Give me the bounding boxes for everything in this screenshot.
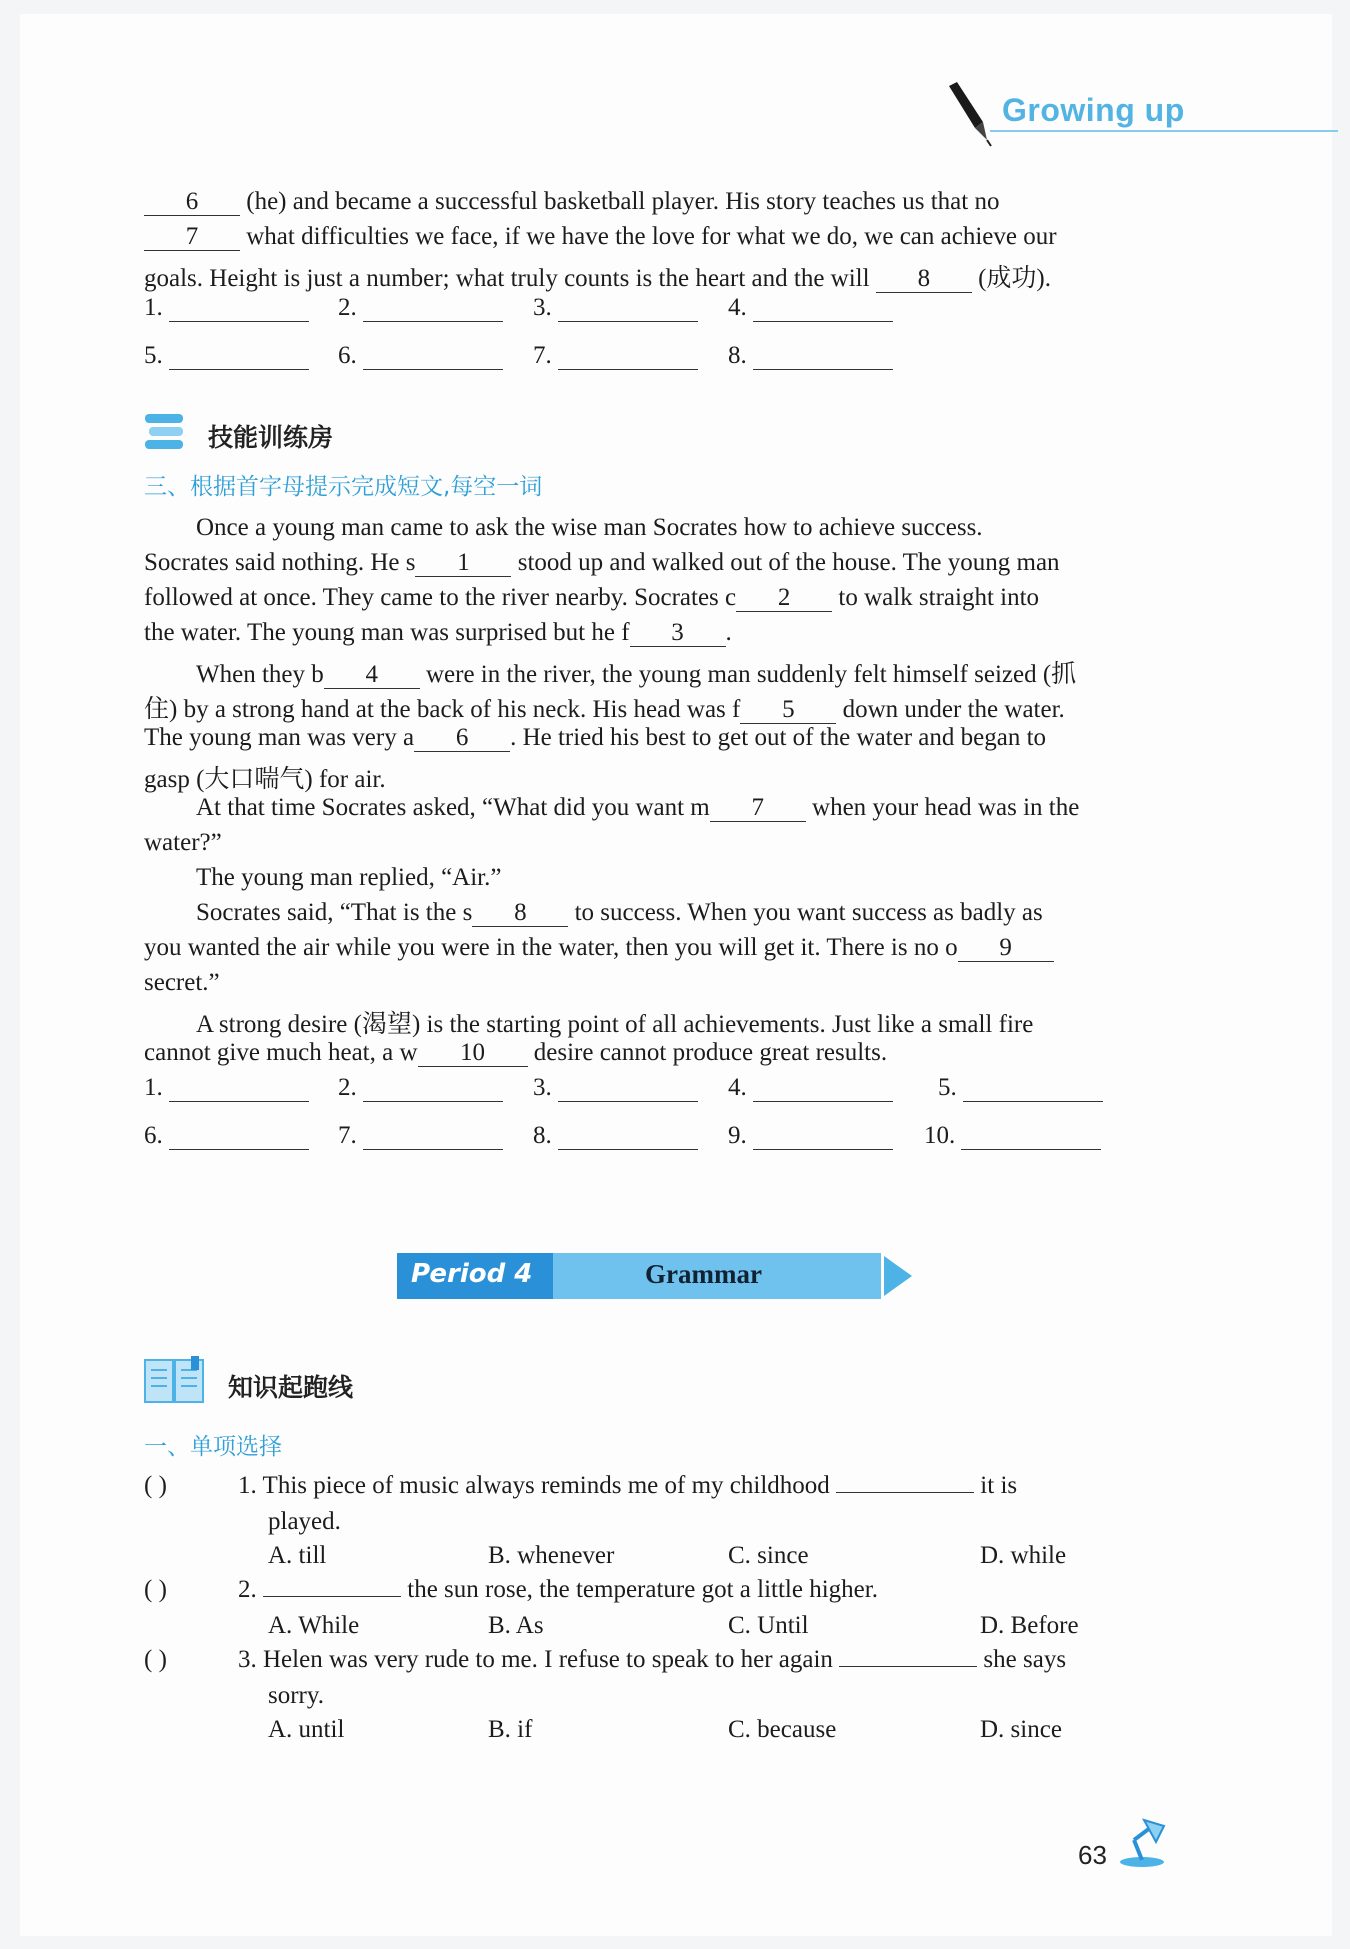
- blank[interactable]: 4: [324, 662, 420, 689]
- text-line: The young man replied, “Air.”: [196, 864, 502, 891]
- book-icon: [143, 1356, 209, 1406]
- answer-paren[interactable]: ( ): [144, 1576, 167, 1603]
- blank[interactable]: 9: [958, 935, 1054, 962]
- answer-blank[interactable]: [753, 295, 893, 322]
- page-number: 63: [1078, 1840, 1107, 1870]
- answer-blank[interactable]: [963, 1075, 1103, 1102]
- option[interactable]: A. until: [268, 1716, 345, 1743]
- answer-row: 1.: [144, 294, 309, 322]
- question-1-cont: played.: [268, 1508, 341, 1535]
- question-1: 1. This piece of music always reminds me of my childhood it is: [238, 1472, 1018, 1499]
- blank[interactable]: 2: [736, 585, 832, 612]
- option[interactable]: D. since: [980, 1716, 1062, 1743]
- task-instruction: 三、根据首字母提示完成短文,每空一词: [144, 474, 543, 500]
- task-instruction: 一、单项选择: [144, 1434, 282, 1460]
- answer-row: 6.: [144, 1122, 309, 1150]
- text-line: A strong desire (渴望) is the starting point of all achievements. Just like a small fire: [196, 1011, 1034, 1038]
- option[interactable]: B. if: [488, 1716, 533, 1743]
- answer-row: 2.: [338, 1074, 503, 1102]
- text-line: the water. The young man was surprised but he f 3 .: [144, 619, 732, 646]
- option[interactable]: C. because: [728, 1716, 837, 1743]
- blank[interactable]: 7: [710, 795, 806, 822]
- blank[interactable]: 6: [414, 725, 510, 752]
- answer-row: 5.: [144, 342, 309, 370]
- pen-icon: [945, 82, 995, 148]
- option[interactable]: D. while: [980, 1542, 1067, 1569]
- answer-blank[interactable]: [169, 1123, 309, 1150]
- text-line: Socrates said nothing. He s 1 stood up and walked out of the house. The young man: [144, 549, 1060, 576]
- answer-row: 9.: [728, 1122, 893, 1150]
- option[interactable]: B. whenever: [488, 1542, 615, 1569]
- answer-blank[interactable]: [363, 295, 503, 322]
- answer-row: 5.: [938, 1074, 1103, 1102]
- header-rule: [990, 130, 1338, 132]
- header-title: Growing up: [1002, 92, 1185, 128]
- answer-row: 4.: [728, 294, 893, 322]
- answer-blank[interactable]: [558, 1123, 698, 1150]
- blank[interactable]: 3: [630, 620, 726, 647]
- period-title: Grammar: [645, 1259, 762, 1289]
- answer-row: 4.: [728, 1074, 893, 1102]
- text-line: secret.”: [144, 969, 220, 996]
- answer-blank[interactable]: [169, 1075, 309, 1102]
- answer-blank[interactable]: [363, 343, 503, 370]
- period-label-box: [397, 1253, 553, 1299]
- text-line: cannot give much heat, a w 10 desire cannot produce great results.: [144, 1039, 888, 1066]
- blank[interactable]: 1: [415, 550, 511, 577]
- answer-blank[interactable]: [753, 1123, 893, 1150]
- blank[interactable]: 7: [144, 224, 240, 251]
- section-heading: 知识起跑线: [228, 1373, 354, 1402]
- arrow-icon: [884, 1256, 914, 1296]
- option[interactable]: D. Before: [980, 1612, 1079, 1639]
- section-heading: 技能训练房: [208, 423, 334, 452]
- option[interactable]: A. While: [268, 1612, 360, 1639]
- answer-paren[interactable]: ( ): [144, 1472, 167, 1499]
- period-label: Period 4: [411, 1259, 533, 1289]
- question-blank[interactable]: [263, 1596, 401, 1597]
- answer-row: 2.: [338, 294, 503, 322]
- answer-blank[interactable]: [753, 343, 893, 370]
- option[interactable]: A. till: [268, 1542, 327, 1569]
- text-line: followed at once. They came to the river nearby. Socrates c 2 to walk straight into: [144, 584, 1040, 611]
- blank[interactable]: 10: [418, 1040, 528, 1067]
- text-line: 6 (he) and became a successful basketball player. His story teaches us that no: [144, 188, 999, 216]
- text-line: When they b 4 were in the river, the young man suddenly felt himself seized (抓: [196, 661, 1077, 688]
- answer-blank[interactable]: [558, 343, 698, 370]
- answer-row: 3.: [533, 294, 698, 322]
- answer-row: 3.: [533, 1074, 698, 1102]
- option[interactable]: C. Until: [728, 1612, 809, 1639]
- blank[interactable]: 8: [876, 266, 972, 293]
- answer-row: 8.: [728, 342, 893, 370]
- answer-blank[interactable]: [961, 1123, 1101, 1150]
- answer-blank[interactable]: [558, 295, 698, 322]
- answer-row: 7.: [338, 1122, 503, 1150]
- question-3: 3. Helen was very rude to me. I refuse to speak to her again she says: [238, 1646, 1067, 1673]
- period-banner: [397, 1253, 881, 1299]
- text-line: water?”: [144, 829, 222, 856]
- text-line: Socrates said, “That is the s 8 to success. When you want success as badly as: [196, 899, 1043, 926]
- answer-row: 6.: [338, 342, 503, 370]
- skills-icon: [143, 410, 187, 454]
- answer-row: 1.: [144, 1074, 309, 1102]
- answer-blank[interactable]: [169, 343, 309, 370]
- question-blank[interactable]: [836, 1492, 974, 1493]
- blank[interactable]: 6: [144, 189, 240, 216]
- question-2: 2. the sun rose, the temperature got a little higher.: [238, 1576, 878, 1603]
- answer-row: 10.: [924, 1122, 1101, 1150]
- answer-blank[interactable]: [363, 1075, 503, 1102]
- answer-blank[interactable]: [753, 1075, 893, 1102]
- answer-blank[interactable]: [558, 1075, 698, 1102]
- question-blank[interactable]: [839, 1666, 977, 1667]
- answer-blank[interactable]: [363, 1123, 503, 1150]
- blank[interactable]: 8: [472, 900, 568, 927]
- text-line: The young man was very a 6 . He tried his best to get out of the water and began to: [144, 724, 1047, 751]
- desk-lamp-icon: [1114, 1816, 1170, 1868]
- blank[interactable]: 5: [740, 697, 836, 724]
- text-line: 7 what difficulties we face, if we have the love for what we do, we can achieve our: [144, 223, 1057, 251]
- text-line: gasp (大口喘气) for air.: [144, 766, 386, 793]
- answer-blank[interactable]: [169, 295, 309, 322]
- answer-row: 8.: [533, 1122, 698, 1150]
- text-line: you wanted the air while you were in the water, then you will get it. There is no o 9: [144, 934, 1054, 962]
- option[interactable]: C. since: [728, 1542, 809, 1569]
- answer-paren[interactable]: ( ): [144, 1646, 167, 1673]
- text-line: goals. Height is just a number; what truly counts is the heart and the will 8 (成功).: [144, 265, 1051, 292]
- text-line: Once a young man came to ask the wise man Socrates how to achieve success.: [196, 514, 983, 541]
- text-line: 住) by a strong hand at the back of his neck. His head was f 5 down under the water.: [144, 696, 1065, 723]
- option[interactable]: B. As: [488, 1612, 544, 1639]
- question-3-cont: sorry.: [268, 1682, 325, 1709]
- answer-row: 7.: [533, 342, 698, 370]
- text-line: At that time Socrates asked, “What did you want m 7 when your head was in the: [196, 794, 1080, 821]
